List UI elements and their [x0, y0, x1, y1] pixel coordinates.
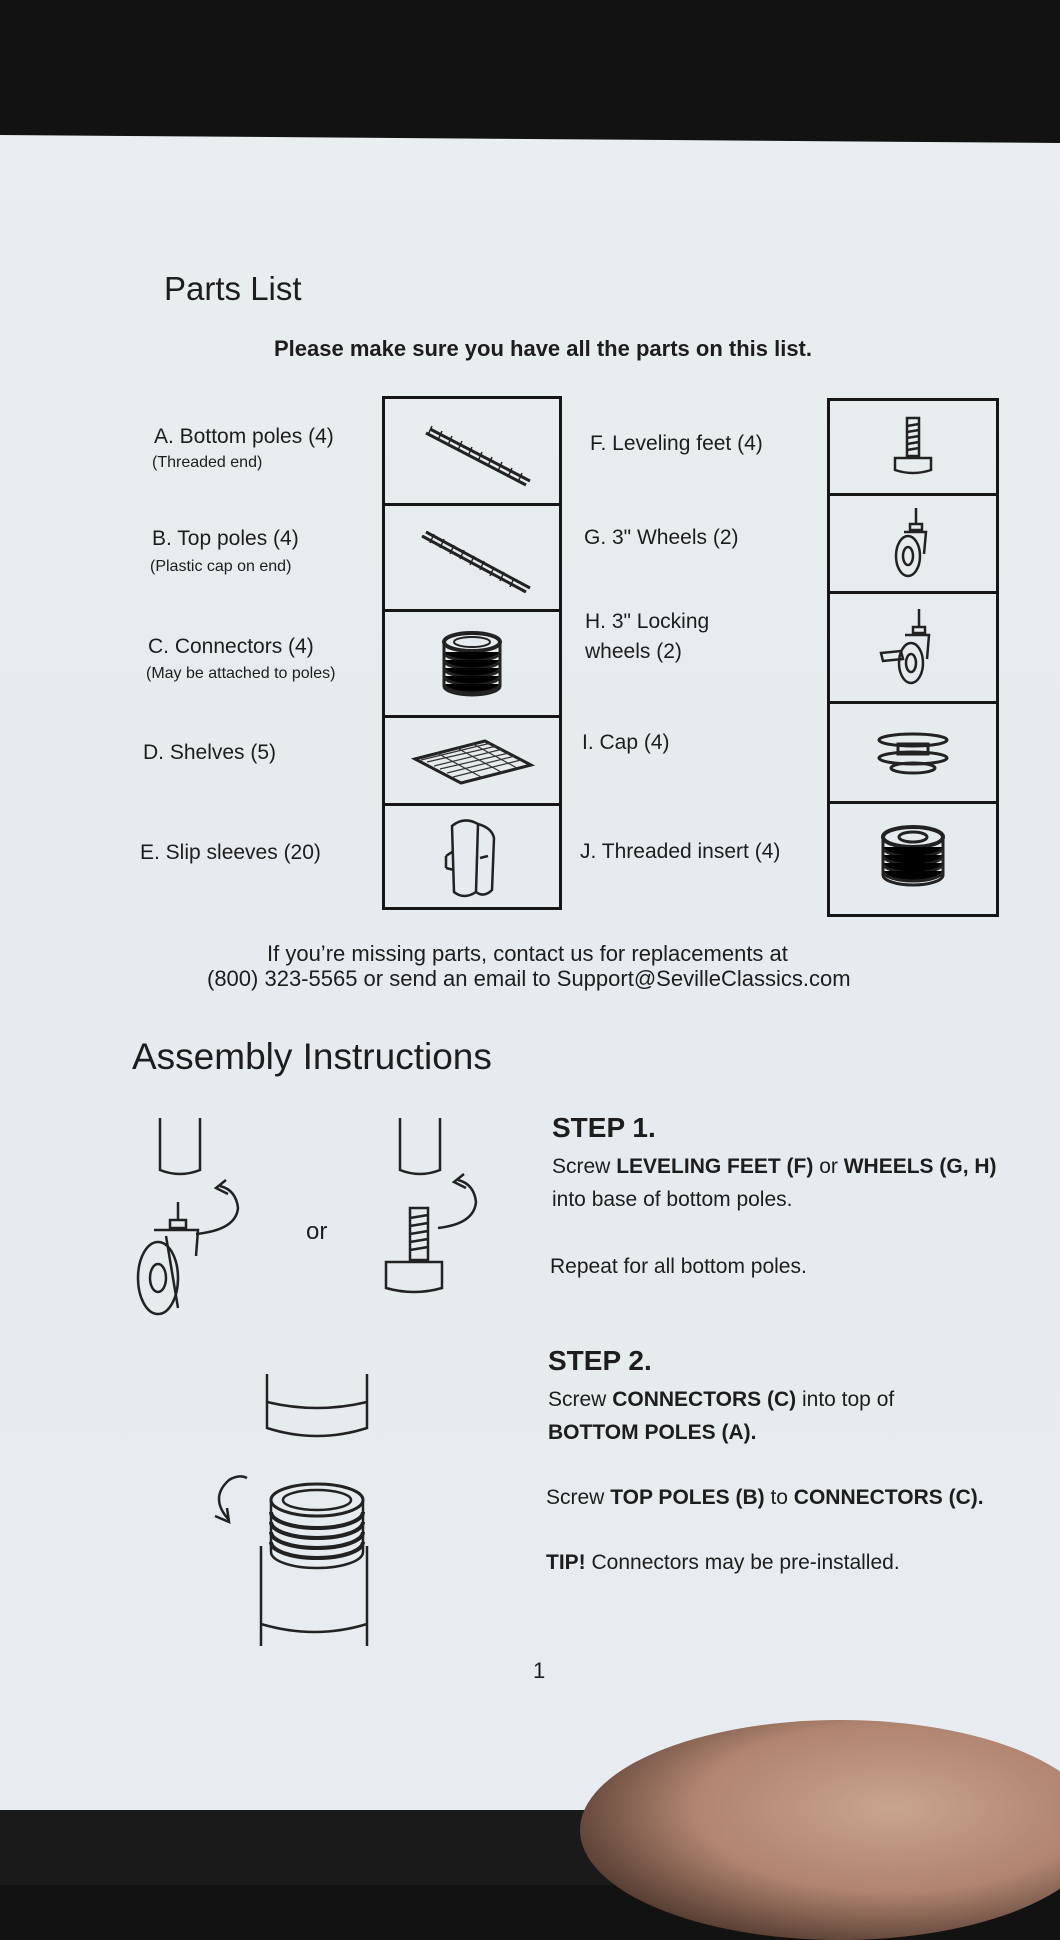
right-parts-grid	[827, 398, 999, 917]
part-b-label: B. Top poles (4)	[152, 527, 299, 550]
part-h-label-line2: wheels (2)	[585, 640, 682, 663]
assembly-title: Assembly Instructions	[132, 1036, 492, 1077]
part-f-label: F. Leveling feet (4)	[590, 432, 763, 455]
part-h-label-line1: H. 3" Locking	[585, 610, 710, 633]
part-e-label: E. Slip sleeves (20)	[140, 841, 321, 864]
part-g-label: G. 3" Wheels (2)	[584, 526, 739, 549]
step1-repeat: Repeat for all bottom poles.	[550, 1255, 807, 1278]
step2-tip: TIP! Connectors may be pre-installed.	[546, 1551, 900, 1574]
page-number: 1	[533, 1658, 546, 1683]
contact-line-1: If you’re missing parts, contact us for replacements at	[267, 941, 788, 966]
part-j-label: J. Threaded insert (4)	[580, 840, 781, 863]
leveling-foot-icon	[830, 401, 996, 493]
part-a-note: (Threaded end)	[152, 454, 263, 471]
part-b-note: (Plastic cap on end)	[150, 558, 292, 575]
part-c-note: (May be attached to poles)	[146, 665, 336, 682]
parts-list-subtitle: Please make sure you have all the parts on this list.	[274, 336, 812, 361]
step1-line1: Screw LEVELING FEET (F) or WHEELS (G, H)	[552, 1155, 997, 1178]
step2-line3: Screw TOP POLES (B) to CONNECTORS (C).	[546, 1486, 984, 1509]
connector-icon	[385, 609, 559, 715]
left-parts-grid	[382, 396, 562, 910]
or-label: or	[306, 1218, 328, 1245]
threaded-pole-icon	[385, 399, 559, 503]
step2-heading: STEP 2.	[548, 1345, 652, 1376]
wheel-icon	[830, 493, 996, 591]
step2-line1: Screw CONNECTORS (C) into top of	[548, 1388, 895, 1411]
contact-line-2: (800) 323-5565 or send an email to Support@SevilleClassics.com	[207, 966, 851, 991]
threaded-insert-icon	[830, 801, 996, 914]
part-c-label: C. Connectors (4)	[148, 635, 314, 658]
part-a-label: A. Bottom poles (4)	[154, 425, 334, 448]
step1-line2: into base of bottom poles.	[552, 1188, 793, 1211]
parts-list-title: Parts List	[164, 270, 302, 307]
part-d-label: D. Shelves (5)	[143, 741, 277, 764]
capped-pole-icon	[385, 503, 559, 609]
slip-sleeve-icon	[385, 803, 559, 907]
locking-wheel-icon	[830, 591, 996, 701]
step2-illustration	[195, 1370, 385, 1660]
wire-shelf-icon	[385, 715, 559, 803]
part-i-label: I. Cap (4)	[582, 731, 670, 754]
step1-heading: STEP 1.	[552, 1112, 656, 1143]
hand	[580, 1720, 1060, 1940]
cap-icon	[830, 701, 996, 801]
step2-line2: BOTTOM POLES (A).	[548, 1421, 757, 1444]
